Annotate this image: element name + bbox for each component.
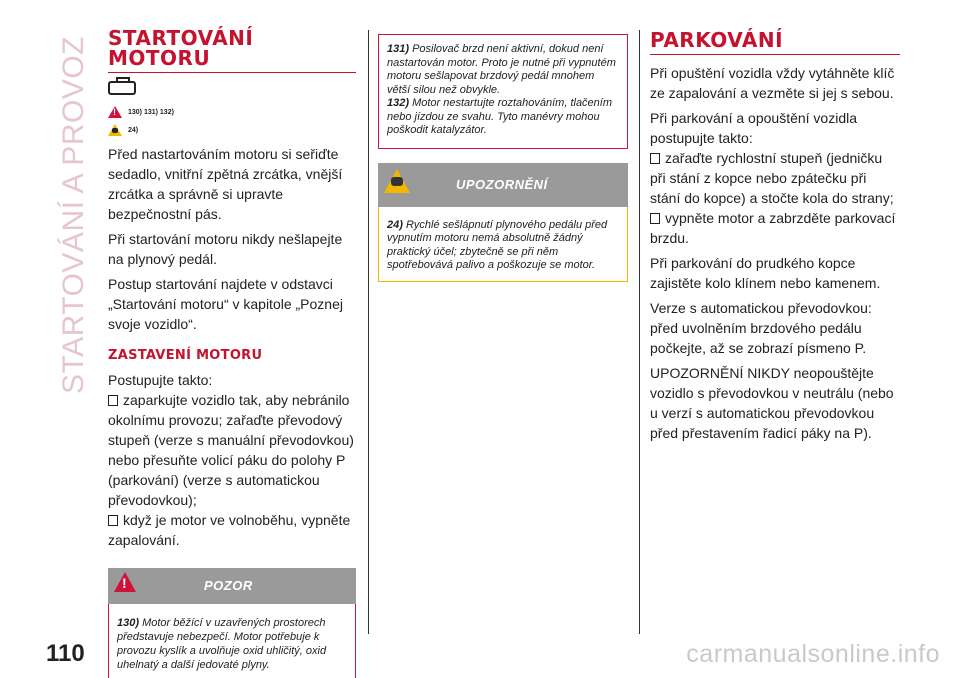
paragraph: Postupujte takto:	[108, 372, 213, 388]
note-number: 131)	[387, 43, 410, 55]
heading-parking: PARKOVÁNÍ	[650, 30, 900, 55]
note-text: Motor nestartujte roztahováním, tlačením nebo jízdou ze svahu. Tyto manévry mohou poškodit katalyzátor.	[387, 97, 613, 136]
upozorneni-body	[378, 207, 628, 282]
bullet-icon	[650, 213, 660, 224]
watermark: carmanualsonline.info	[686, 640, 940, 668]
page-number: 110	[46, 640, 85, 667]
note-number: 24)	[387, 218, 403, 231]
paragraph: Při parkování do prudkého kopce zajistěte kolo klínem nebo kamenem.	[650, 255, 881, 291]
upozorneni-header	[378, 163, 628, 207]
warning-triangle-icon	[108, 106, 122, 118]
warning-triangle-icon	[114, 572, 136, 592]
column-divider-right	[639, 30, 640, 634]
bullet-item	[650, 208, 900, 248]
heading-line-2: MOTORU	[108, 46, 211, 70]
heading-engine-start	[108, 28, 356, 73]
bullet-item	[108, 510, 356, 550]
side-chapter-title	[54, 36, 90, 596]
note-text: Rychlé sešlápnutí plynového pedálu před vypnutím motoru nemá absolutně žádný praktický účel; zbytečně se při něm spotřebovává palivo a poškozuje se motor.	[387, 218, 608, 271]
paragraph: Před nastartováním motoru si seřiďte sedadlo, vnitřní zpětná zrcátka, vnější zrcátka a správně si upravte bezpečnostní pás.	[108, 146, 343, 222]
caution-icon	[108, 124, 122, 136]
column-notes	[378, 34, 628, 282]
paragraph: Postup startování najdete v odstavci „Startování motoru“ v kapitole „Poznej svoje vozidlo“.	[108, 276, 343, 332]
side-chapter-title-text: STARTOVÁNÍ A PROVOZ	[57, 36, 90, 394]
caution-icon	[384, 169, 410, 193]
warning-refs-text: 130) 131) 132)	[128, 108, 174, 116]
paragraph: Verze s automatickou převodovkou: před uvolněním brzdového pedálu počkejte, až se zobrazí písmeno P.	[650, 300, 872, 356]
bullet-item	[108, 390, 356, 510]
column-divider-left	[368, 30, 369, 634]
note-number: 132)	[387, 97, 410, 109]
note-132	[387, 97, 619, 138]
warning-notes-box	[378, 34, 628, 149]
paragraph: UPOZORNĚNÍ NIKDY neopouštějte vozidlo s převodovkou v neutrálu (nebo u verzí s automatickou převodovkou před přestavením řadicí páky na P).	[650, 365, 894, 441]
bullet-icon	[108, 515, 118, 526]
subheading-engine-stop: ZASTAVENÍ MOTORU	[108, 348, 263, 363]
column-parking	[650, 30, 900, 443]
bullet-text: když je motor ve volnoběhu, vypněte zapalování.	[108, 512, 351, 548]
column-starting	[108, 28, 356, 678]
bullet-icon	[108, 395, 118, 406]
bullet-item	[650, 148, 900, 208]
engine-icon	[108, 81, 136, 95]
bullet-text: zařaďte rychlostní stupeň (jedničku při stání z kopce nebo zpátečku při stání do kopce) a stočte kola do strany;	[650, 150, 894, 206]
paragraph: Při opuštění vozidla vždy vytáhněte klíč ze zapalování a vezměte si jej s sebou.	[650, 65, 895, 101]
warning-refs	[108, 106, 356, 118]
pozor-label: POZOR	[204, 578, 253, 593]
note-text: Motor běžící v uzavřených prostorech představuje nebezpečí. Motor potřebuje k provozu kyslík a uvolňuje oxid uhličitý, oxid uhelnatý a další jedovaté plyny.	[117, 617, 327, 671]
paragraph: Při parkování a opouštění vozidla postupujte takto:	[650, 110, 858, 146]
note-number: 130)	[117, 617, 140, 629]
upozorneni-label: UPOZORNĚNÍ	[456, 176, 548, 192]
caution-refs	[108, 124, 356, 136]
heading-line-1: STARTOVÁNÍ	[108, 26, 254, 50]
note-131	[387, 43, 619, 97]
bullet-icon	[650, 153, 660, 164]
note-text: Posilovač brzd není aktivní, dokud není nastartován motor. Proto je nutné při vypnutém motoru sešlapovat brzdový pedál mnohem větší silou než obvykle.	[387, 43, 616, 96]
pozor-body	[108, 604, 356, 678]
bullet-text: vypněte motor a zabrzděte parkovací brzdu.	[650, 210, 896, 246]
paragraph: Při startování motoru nikdy nešlapejte na plynový pedál.	[108, 231, 343, 267]
caution-refs-text: 24)	[128, 126, 139, 134]
pozor-header	[108, 568, 356, 604]
bullet-text: zaparkujte vozidlo tak, aby nebránilo okolnímu provozu; zařaďte převodový stupeň (verze s manuální převodovkou) nebo přesuňte volicí páku do polohy P (parkování) (verze s automatickou převodovkou);	[108, 392, 354, 508]
